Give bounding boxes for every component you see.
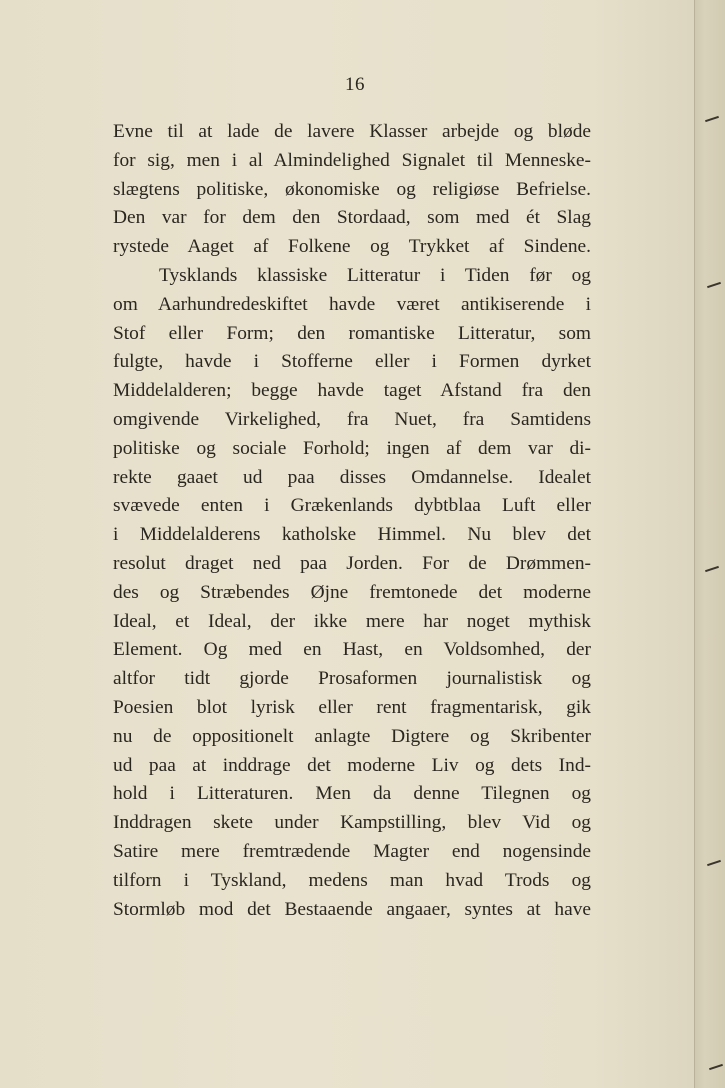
- text-line: omgivende Virkelighed, fra Nuet, fra Samtidens: [113, 408, 591, 430]
- text-line: Inddragen skete under Kampstilling, blev Vid og: [113, 812, 591, 834]
- text-line: rekte gaaet ud paa disses Omdannelse. Idealet: [113, 466, 591, 488]
- text-line: des og Stræbendes Øjne fremtonede det moderne: [113, 581, 591, 603]
- text-line: Middelalderen; begge havde taget Afstand fra den: [113, 380, 591, 402]
- text-line: Den var for dem den Stordaad, som med ét Slag: [113, 207, 591, 229]
- text-line: om Aarhundredeskiftet havde været antikiserende i: [113, 293, 591, 315]
- page-number: 16: [345, 74, 365, 95]
- edge-mark: [709, 1064, 723, 1070]
- text-line: hold i Litteraturen. Men da denne Tilegnen og: [113, 783, 591, 805]
- text-line: i Middelalderens katholske Himmel. Nu blev det: [113, 524, 591, 546]
- text-line: Poesien blot lyrisk eller rent fragmentarisk, gik: [113, 696, 591, 718]
- text-line: ud paa at inddrage det moderne Liv og dets Ind-: [113, 754, 591, 776]
- text-line: rystede Aaget af Folkene og Trykket af Sindene.: [113, 236, 591, 258]
- text-line: Ideal, et Ideal, der ikke mere har noget mythisk: [113, 610, 591, 632]
- text-line: resolut draget ned paa Jorden. For de Drømmen-: [113, 552, 591, 574]
- text-line: Stormløb mod det Bestaaende angaaer, syntes at have: [113, 898, 591, 920]
- adjacent-page-edge: [694, 0, 725, 1088]
- text-line: Stof eller Form; den romantiske Litteratur, som: [113, 322, 591, 344]
- text-line: for sig, men i al Almindelighed Signalet til Menneske-: [113, 149, 591, 171]
- text-line: svævede enten i Grækenlands dybtblaa Luft eller: [113, 495, 591, 517]
- text-line: tilforn i Tyskland, medens man hvad Trods og: [113, 869, 591, 891]
- edge-mark: [707, 282, 721, 288]
- body-text: [113, 118, 591, 924]
- text-line: fulgte, havde i Stofferne eller i Formen dyrket: [113, 351, 591, 373]
- text-line: slægtens politiske, økonomiske og religiøse Befrielse.: [113, 178, 591, 200]
- text-line: nu de oppositionelt anlagte Digtere og Skribenter: [113, 725, 591, 747]
- text-line: altfor tidt gjorde Prosaformen journalistisk og: [113, 668, 591, 690]
- edge-mark: [705, 116, 719, 122]
- text-line: politiske og sociale Forhold; ingen af dem var di-: [113, 437, 591, 459]
- text-line: Satire mere fremtrædende Magter end nogensinde: [113, 840, 591, 862]
- text-line: Evne til at lade de lavere Klasser arbejde og bløde: [113, 121, 591, 142]
- text-line: Element. Og med en Hast, en Voldsomhed, der: [113, 639, 591, 661]
- text-line: Tysklands klassiske Litteratur i Tiden før og: [159, 264, 591, 286]
- edge-mark: [705, 566, 719, 572]
- edge-mark: [707, 860, 721, 866]
